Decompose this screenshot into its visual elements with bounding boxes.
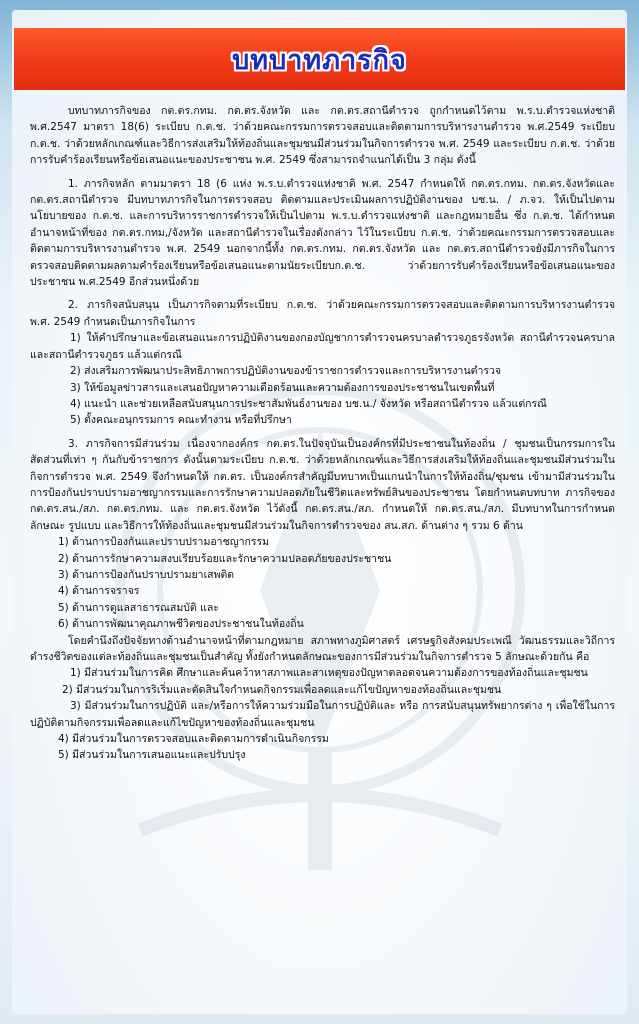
section3-form: 3) มีส่วนร่วมในการปฏิบัติ และ/หรือการให้ความร่วมมือในการปฏิบัติและ หรือ การสนับสนุนทรัพยากรต่าง ๆ เพื่อใช้ในการปฏิบัติตามกิจกรรมเพื่อลดและแก้ไขปัญหาของท้องถิ่นและชุมชน — [30, 700, 615, 729]
section1-paragraph: 1. ภารกิจหลัก ตามมาตรา 18 (6 แห่ง พ.ร.บ.ตำรวจแห่งชาติ พ.ศ. 2547 กำหนดให้ กต.ตร.กทม. กต.ตร.จังหวัดและ กต.ตร.สถานีตำรวจ มีบทบาทภารกิจในการตรวจสอบ ติดตามและประเมินผลการปฏิบัติงานของ บช.น. / ภ.จว. ให้เป็นไปตามนโยบายของ ก.ต.ช. และการบริหารราชการตำรวจให้เป็นไปตาม พ.ร.บ.ตำรวจแห่งชาติ และกฎหมายอื่น ซึ่ง ก.ต.ช. ได้กำหนดอำนาจหน้าที่ของ กต.ตร.กทม,/จังหวัด และสถานีตำรวจในเรื่องดังกล่าว ไว้ในระเบียบ ก.ต.ช. ว่าด้วยคณะกรรมการตรวจสอบและติดตามการบริหารงานตำรวจ พ.ศ. 2549 นอกจากนี้ทั้ง กต.ตร.กทม. กต.ตร.จังหวัด และ กต.ตร.สถานีตำรวจยังมีภารกิจในการตรวจสอบติดตามผลตามคำร้องเรียนหรือข้อเสนอแนะตามนัยระเบียบก.ต.ช. ว่าด้วยการรับคำร้องเรียนหรือข้อเสนอแนะของประชาชน พ.ศ.2549 อีกส่วนหนึ่งด้วย — [30, 177, 615, 289]
section3-area: 4) ด้านการจราจร — [58, 585, 140, 598]
section3-form: 2) มีส่วนร่วมในการริเริ่มและตัดสินใจกำหนดกิจกรรมเพื่อลดและแก้ไขปัญหาของท้องถิ่นและชุมชน — [62, 683, 502, 696]
section2-item: 1) ให้คำปรึกษาและข้อเสนอแนะการปฏิบัติงานของกองบัญชาการตำรวจนครบาลตำรวจภูธรจังหวัด สถานีตำรวจนครบาลและสถานีตำรวจภูธร แล้วแต่กรณี — [30, 332, 615, 361]
section3-area: 6) ด้านการพัฒนาคุณภาพชีวิตของประชาชนในท้องถิ่น — [58, 618, 304, 631]
section2-item: 5) ตั้งคณะอนุกรรมการ คณะทำงาน หรือที่ปรึกษา — [70, 414, 292, 427]
section3-form: 4) มีส่วนร่วมในการตรวจสอบและติดตามการดำเนินกิจกรรม — [58, 733, 329, 746]
section3-form: 5) มีส่วนร่วมในการเสนอแนะและปรับปรุง — [58, 749, 246, 762]
section2-heading: 2. ภารกิจสนับสนุน เป็นภารกิจตามที่ระเบียบ ก.ต.ช. ว่าด้วยคณะกรรมการตรวจสอบและติดตามการบริหารงานตำรวจ พ.ศ. 2549 กำหนดเป็นภารกิจในการ — [30, 299, 615, 328]
section3-form: 1) มีส่วนร่วมในการคิด ศึกษาและค้นคว้าหาสภาพและสาเหตุของปัญหาตลอดจนความต้องการของท้องถิ่นและชุมชน — [70, 667, 588, 680]
section2-item: 4) แนะนำ และช่วยเหลือสนับสนุนการประชาสัมพันธ์งานของ บช.น./ จังหวัด หรือสถานีตำรวจ แล้วแต่กรณี — [70, 397, 547, 410]
page-title: บทบาทภารกิจ — [232, 44, 407, 76]
section3-heading: 3. ภารกิจการมีส่วนร่วม เนื่องจากองค์กร กต.ตร.ในปัจจุบันเป็นองค์กรที่มีประชาชนในท้องถิ่น / ชุมชนเป็นกรรมการในสัดส่วนที่เท่า ๆ กันกับข้าราชการ ดังนั้นตามระเบียบ ก.ต.ช. ว่าด้วยหลักเกณฑ์และวิธีการส่งเสริมให้ท้องถิ่นและชุมชนมีส่วนร่วมในกิจการตำรวจ พ.ศ. 2549 จึงกำหนดให้ กต.ตร. เป็นองค์กรสำคัญมีบทบาทเป็นแกนนำในการให้ท้องถิ่น/ชุมชน เข้ามามีส่วนร่วมในการป้องกันปราบปรามอาชญากรรมและการรักษาความปลอดภัยในชีวิตและทรัพย์สินของประชาชน โดยกำหนดบทบาท ภารกิจของ กต.ตร.สน./สภ. กต.ตร.กทม. และ กต.ตร.จังหวัด ไว้ดังนี้ กต.ตร.สน./สภ. กำหนดให้ กต.ตร.สน./สภ. มีบทบาทในการกำหนดลักษณะ รูปแบบ และวิธีการให้ท้องถิ่นและชุมชนมีส่วนร่วมในกิจการตำรวจของ สน.สภ. ด้านต่าง ๆ รวม 6 ด้าน — [30, 437, 615, 532]
section3-area: 2) ด้านการรักษาความสงบเรียบร้อยและรักษาความปลอดภัยของประชาชน — [58, 552, 392, 565]
section3-note: โดยคำนึงถึงปัจจัยทางด้านอำนาจหน้าที่ตามกฎหมาย สภาพทางภูมิศาสตร์ เศรษฐกิจสังคมประเพณี วัฒนธรรมและวิถีการดำรงชีวิตของแต่ละท้องถิ่นและชุมชนเป็นสำคัญ ทั้งยังกำหนดลักษณะของการมีส่วนร่วมในกิจการตำรวจ 5 ลักษณะด้วยกัน คือ — [30, 634, 615, 663]
section2-item: 2) ส่งเสริมการพัฒนาประสิทธิภาพการปฏิบัติงานของข้าราชการตำรวจและการบริหารงานตำรวจ — [70, 365, 502, 378]
section3-area: 3) ด้านการป้องกันปราบปรามยาเสพติด — [58, 568, 235, 581]
section3-area: 5) ด้านการดูแลสาธารณสมบัติ และ — [58, 601, 219, 614]
title-banner — [14, 28, 625, 90]
section3-area: 1) ด้านการป้องกันและปราบปรามอาชญากรรม — [58, 536, 270, 549]
document-body — [30, 103, 615, 764]
intro-paragraph: บทบาทภารกิจของ กต.ตร.กทม. กต.ตร.จังหวัด และ กต.ตร.สถานีตำรวจ ถูกกำหนดไว้ตาม พ.ร.บ.ตำรวจแห่งชาติ พ.ศ.2547 มาตรา 18(6) ระเบียบ ก.ต.ช. ว่าด้วยคณะกรรมการตรวจสอบและติดตามการบริหารงานตำรวจ พ.ศ.2549 ระเบียบ ก.ต.ช. ว่าด้วยหลักเกณฑ์และวิธีการส่งเสริมให้ท้องถิ่นและชุมชนมีส่วนร่วมในกิจการตำรวจ พ.ศ. 2549 และระเบียบ ก.ต.ช. ว่าด้วยการรับคำร้องเรียนหรือข้อเสนอแนะของประชาชน พ.ศ. 2549 ซึ่งสามารถจำแนกได้เป็น 3 กลุ่ม ดังนี้ — [30, 105, 615, 167]
section2-item: 3) ให้ข้อมูลข่าวสารและเสนอปัญหาความเดือดร้อนและความต้องการของประชาชนในเขตพื้นที่ — [70, 381, 495, 394]
